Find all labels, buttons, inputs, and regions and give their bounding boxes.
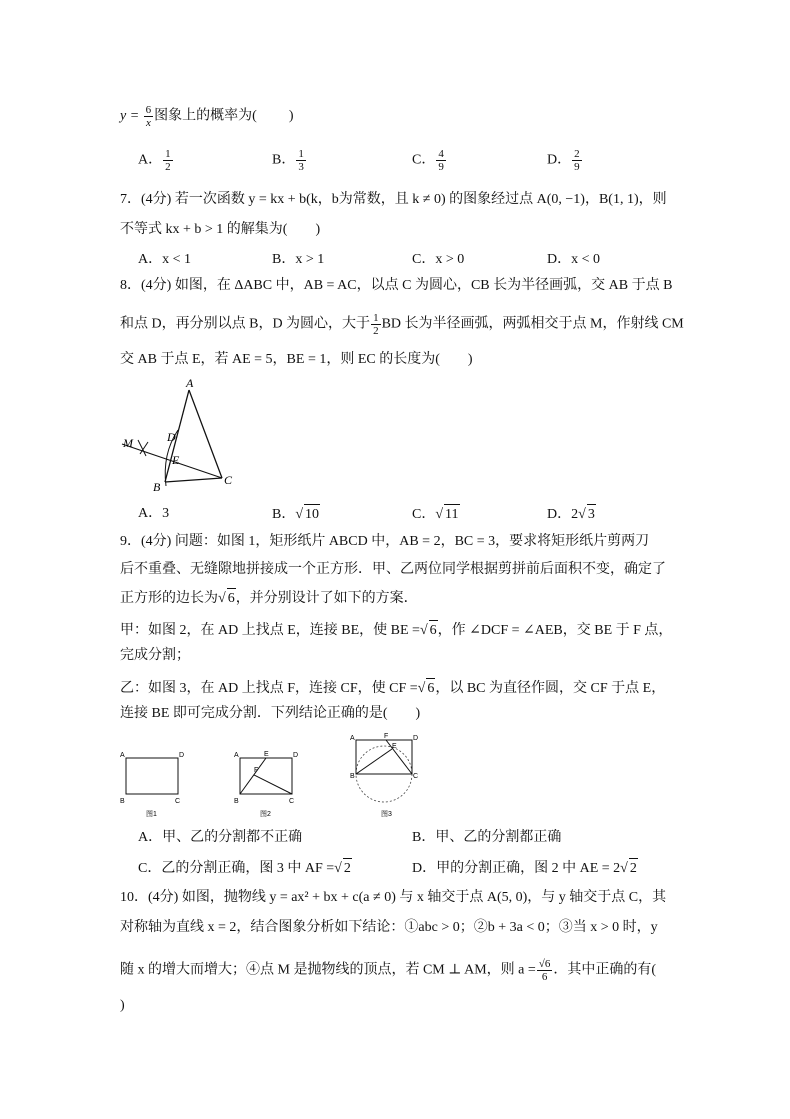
q6-option-b[interactable]: B． $\frac{1}{3}$: [272, 148, 304, 173]
q6-text: 图象上的概率为(: [154, 108, 257, 124]
fig1-caption: 图1: [146, 811, 157, 818]
fig2-line-be: [240, 758, 266, 794]
svg-text:A: A: [120, 752, 125, 759]
q8-side-ac: [189, 390, 222, 478]
q8-line1: 8．(4分) 如图，在 ΔABC 中，AB = AC，以点 C 为圆心，CB 长为半径画弧，交 AB 于点 B: [120, 278, 673, 293]
svg-text:D: D: [179, 752, 185, 759]
q9-option-a[interactable]: A．甲、乙的分割都不正确: [138, 830, 303, 845]
q6-tail-line: y = $\frac{6}{x}$ 图象上的概率为( ): [120, 104, 294, 129]
q6-option-c[interactable]: C． $\frac{4}{9}$: [412, 148, 444, 173]
fig3-line-cf: [386, 740, 412, 774]
svg-text:F: F: [384, 733, 389, 740]
q8-label-c: C: [224, 473, 233, 487]
svg-text:D: D: [293, 752, 299, 759]
q6-option-d[interactable]: D． $\frac{2}{9}$: [547, 148, 580, 173]
q7-option-a[interactable]: A．x < 1: [138, 252, 192, 267]
fig3-line-be: [356, 749, 392, 774]
q9-figure-3: [346, 732, 430, 820]
q9-line1: 9．(4分) 问题：如图 1，矩形纸片 ABCD 中，AB = 2，BC = 3，要求将矩形纸片剪两刀: [120, 534, 650, 549]
svg-text:A: A: [234, 752, 239, 759]
q9-figure-1: [118, 748, 190, 820]
svg-text:B: B: [350, 773, 355, 780]
q8-label-m: M: [123, 436, 133, 450]
q8-label-a: A: [186, 376, 194, 390]
q6-prefix: y =: [120, 108, 143, 124]
q8-option-a[interactable]: A．3: [138, 506, 170, 521]
svg-text:C: C: [289, 798, 295, 805]
q8-option-c[interactable]: C．√ 11: [412, 504, 460, 525]
q7-option-b[interactable]: B．x > 1: [272, 252, 325, 267]
fig3-rectangle: [356, 740, 412, 774]
q9-line7: 连接 BE 即可完成分割．下列结论正确的是( ): [120, 706, 421, 721]
svg-text:B: B: [120, 798, 125, 805]
svg-text:E: E: [264, 751, 269, 758]
q10-line4: ): [120, 998, 125, 1013]
svg-text:C: C: [413, 773, 419, 780]
q8-side-bc: [165, 478, 222, 482]
fig3-caption: 图3: [381, 811, 392, 818]
q6-option-a[interactable]: A． $\frac{1}{2}$: [138, 148, 171, 173]
q9-option-d[interactable]: D．甲的分割正确，图 2 中 AE = 2√ 2: [412, 858, 638, 879]
q8-option-d[interactable]: D．2√ 3: [547, 504, 596, 525]
q8-label-d: D: [167, 430, 176, 444]
q9-option-c[interactable]: C．乙的分割正确，图 3 中 AF =√ 2: [138, 858, 352, 879]
svg-text:F: F: [254, 767, 259, 774]
q9-option-b[interactable]: B．甲、乙的分割都正确: [412, 830, 562, 845]
q8-label-b: B: [153, 480, 161, 494]
q9-line4: 甲：如图 2，在 AD 上找点 E，连接 BE，使 BE =√ 6，作 ∠DCF = ∠AEB，交 BE 于 F 点，: [120, 620, 680, 641]
svg-text:E: E: [392, 743, 397, 750]
svg-text:D: D: [413, 735, 419, 742]
q9-figure-2: [232, 748, 304, 820]
q8-line3: 交 AB 于点 E，若 AE = 5，BE = 1，则 EC 的长度为( ): [120, 352, 473, 367]
q8-option-b[interactable]: B．√ 10: [272, 504, 320, 525]
q9-line6: 乙：如图 3，在 AD 上找点 F，连接 CF，使 CF =√ 6，以 BC 为直径作圆，交 CF 于点 E，: [120, 678, 680, 699]
q6-fraction: $\frac{6}{x}$: [145, 104, 152, 129]
q8-arc-mark-1: [138, 440, 146, 456]
q8-label-e: E: [172, 453, 180, 467]
svg-text:B: B: [234, 798, 239, 805]
q10-line3: 随 x 的增大而增大；④点 M 是抛物线的顶点，若 CM ⊥ AM，则 a = $\frac{√6}{6}$ ．其中正确的有(: [120, 958, 657, 983]
q10-fraction: $\frac{√6}{6}$: [538, 958, 551, 983]
q8-half-fraction: $\frac{1}{2}$: [373, 312, 379, 337]
q7-option-d[interactable]: D．x < 0: [547, 252, 601, 267]
q9-line5: 完成分割；: [120, 648, 190, 663]
svg-text:A: A: [350, 735, 355, 742]
q8-triangle-figure: [118, 374, 248, 496]
fig2-line-cf: [254, 775, 292, 794]
q9-line2: 后不重叠、无缝隙地拼接成一个正方形．甲、乙两位同学根据剪拼前后面积不变，确定了: [120, 562, 666, 577]
q7-line2: 不等式 kx + b > 1 的解集为( ): [120, 222, 321, 237]
q9-line3: 正方形的边长为√ 6，并分别设计了如下的方案．: [120, 588, 680, 609]
q10-line2: 对称轴为直线 x = 2，结合图象分析如下结论：①abc > 0；②b + 3a < 0；③当 x > 0 时，y: [120, 920, 658, 935]
q7-line1: 7．(4分) 若一次函数 y = kx + b(k，b为常数，且 k ≠ 0) 的图象经过点 A(0, −1)，B(1, 1)，则: [120, 192, 667, 207]
fig2-rectangle: [240, 758, 292, 794]
q8-line2: 和点 D，再分别以点 B，D 为圆心，大于 $\frac{1}{2}$ BD 长为半径画弧，两弧相交于点 M，作射线 CM: [120, 312, 684, 337]
q7-option-c[interactable]: C．x > 0: [412, 252, 465, 267]
q10-line1: 10．(4分) 如图，抛物线 y = ax² + bx + c(a ≠ 0) 与 x 轴交于点 A(5, 0)，与 y 轴交于点 C，其: [120, 890, 667, 905]
fig2-caption: 图2: [260, 811, 271, 818]
fig1-rectangle: [126, 758, 178, 794]
svg-text:C: C: [175, 798, 181, 805]
